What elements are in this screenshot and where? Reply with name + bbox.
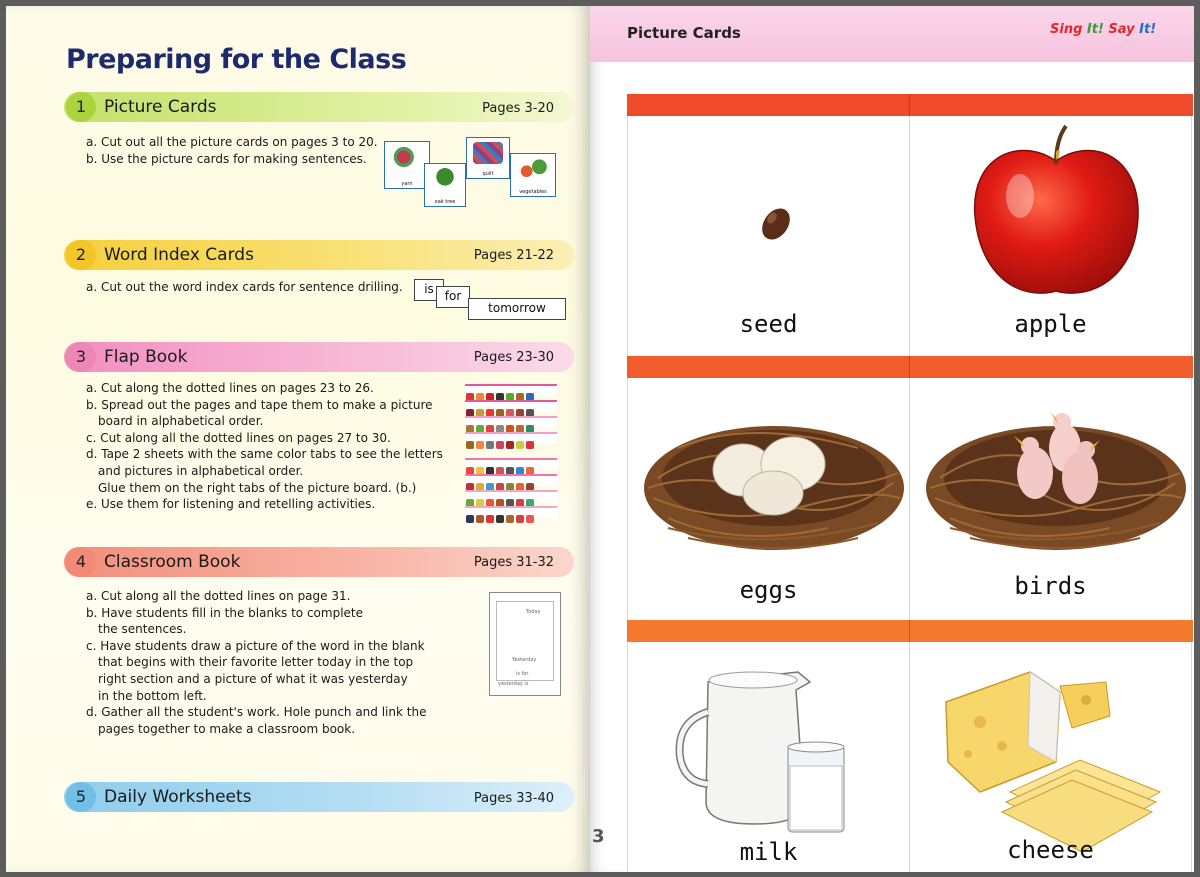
section-title-2: Word Index Cards xyxy=(104,245,254,265)
section-pages-5: Pages 33-40 xyxy=(473,791,554,806)
header-title: Picture Cards xyxy=(627,24,741,42)
card-label: apple xyxy=(1014,310,1087,338)
oak-tree-icon xyxy=(431,168,459,190)
word-card: tomorrow xyxy=(468,298,566,320)
thumbnail-label: oak tree xyxy=(434,199,456,205)
instruction-line: in the bottom left. xyxy=(98,688,207,703)
section-4-instructions xyxy=(86,588,426,737)
instruction-line: c. Have students draw a picture of the word in the blank xyxy=(86,638,425,653)
instruction-line: e. Use them for listening and retelling activities. xyxy=(86,497,376,512)
quilt-icon xyxy=(473,142,503,164)
page-title: Preparing for the Class xyxy=(66,44,407,75)
card-label: seed xyxy=(739,310,798,338)
band-divider xyxy=(909,356,910,378)
section-pages-1: Pages 3-20 xyxy=(482,101,554,116)
row-band-2 xyxy=(627,356,1193,378)
picture-card xyxy=(909,378,1192,620)
picture-card-thumbnail xyxy=(424,163,466,207)
section-number-2: 2 xyxy=(66,240,96,270)
picture-card-thumbnail xyxy=(466,137,510,179)
band-divider xyxy=(909,94,910,116)
word-card: is xyxy=(414,279,444,301)
instruction-line: right section and a picture of what it was yesterday xyxy=(98,671,408,686)
section-title-1: Picture Cards xyxy=(104,97,217,117)
instruction-line: pages together to make a classroom book. xyxy=(98,721,356,736)
instruction-line: b. Have students fill in the blanks to complete xyxy=(86,605,364,620)
card-label: birds xyxy=(1014,572,1087,600)
classroom-book-thumbnail xyxy=(489,592,561,696)
section-1-instructions xyxy=(86,134,378,167)
section-pages-2: Pages 21-22 xyxy=(473,248,554,263)
instruction-line: d. Tape 2 sheets with the same color tabs to see the letters xyxy=(86,447,443,462)
section-3-instructions xyxy=(86,380,443,513)
instruction-line: c. Cut along all the dotted lines on pages 27 to 30. xyxy=(86,430,391,445)
instruction-line: b. Spread out the pages and tape them to make a picture xyxy=(86,397,433,412)
thumbnail-label: yarn xyxy=(401,181,413,187)
section-pages-4: Pages 31-32 xyxy=(473,555,554,570)
section-number-3: 3 xyxy=(66,342,96,372)
picture-card xyxy=(627,116,910,356)
picture-card xyxy=(627,378,910,620)
row-band-3 xyxy=(627,620,1193,642)
instruction-line: board in alphabetical order. xyxy=(98,414,264,429)
section-number-1: 1 xyxy=(66,92,96,122)
instruction-line: Glue them on the right tabs of the picture board. (b.) xyxy=(98,480,417,495)
section-title-5: Daily Worksheets xyxy=(104,787,252,807)
page-number: 3 xyxy=(592,826,605,847)
instruction-line: a. Cut along all the dotted lines on page 31. xyxy=(86,589,351,603)
section-2-instructions xyxy=(86,279,403,296)
worksheet-label: is for xyxy=(516,671,529,677)
worksheet-label: yesterday is xyxy=(498,681,529,687)
yarn-icon xyxy=(391,146,423,168)
instruction-line: and pictures in alphabetical order. xyxy=(98,463,304,478)
section-title-3: Flap Book xyxy=(104,347,188,367)
vegetables-icon xyxy=(517,158,549,180)
row-band-1 xyxy=(627,94,1193,116)
picture-card xyxy=(909,116,1192,356)
card-label: cheese xyxy=(1007,836,1094,864)
worksheet-label: Yesterday xyxy=(512,657,537,663)
worksheet-label: Today xyxy=(526,609,541,615)
instruction-line: the sentences. xyxy=(98,622,187,637)
picture-card-thumbnail xyxy=(510,153,556,197)
instruction-line: d. Gather all the student's work. Hole punch and link the xyxy=(86,705,427,720)
instruction-line: a. Cut along the dotted lines on pages 23 to 26. xyxy=(86,381,374,395)
sing-it-say-it-logo: Sing It! Say It! xyxy=(1050,22,1157,37)
section-pages-3: Pages 23-30 xyxy=(473,350,554,365)
instruction-line: b. Use the picture cards for making sentences. xyxy=(86,151,367,166)
card-label: eggs xyxy=(739,576,798,604)
band-divider xyxy=(909,620,910,642)
section-number-5: 5 xyxy=(66,782,96,812)
instruction-line: a. Cut out all the picture cards on pages 3 to 20. xyxy=(86,135,378,149)
card-label: milk xyxy=(739,838,798,866)
thumbnail-label: vegetables xyxy=(519,189,547,195)
section-number-4: 4 xyxy=(66,547,96,577)
instruction-line: a. Cut out the word index cards for sentence drilling. xyxy=(86,280,403,294)
section-title-4: Classroom Book xyxy=(104,552,241,572)
picture-card xyxy=(909,642,1192,872)
instruction-line: that begins with their favorite letter today in the top xyxy=(98,655,414,670)
picture-card xyxy=(627,642,910,872)
thumbnail-label: quilt xyxy=(482,171,494,177)
word-card: for xyxy=(436,286,470,308)
